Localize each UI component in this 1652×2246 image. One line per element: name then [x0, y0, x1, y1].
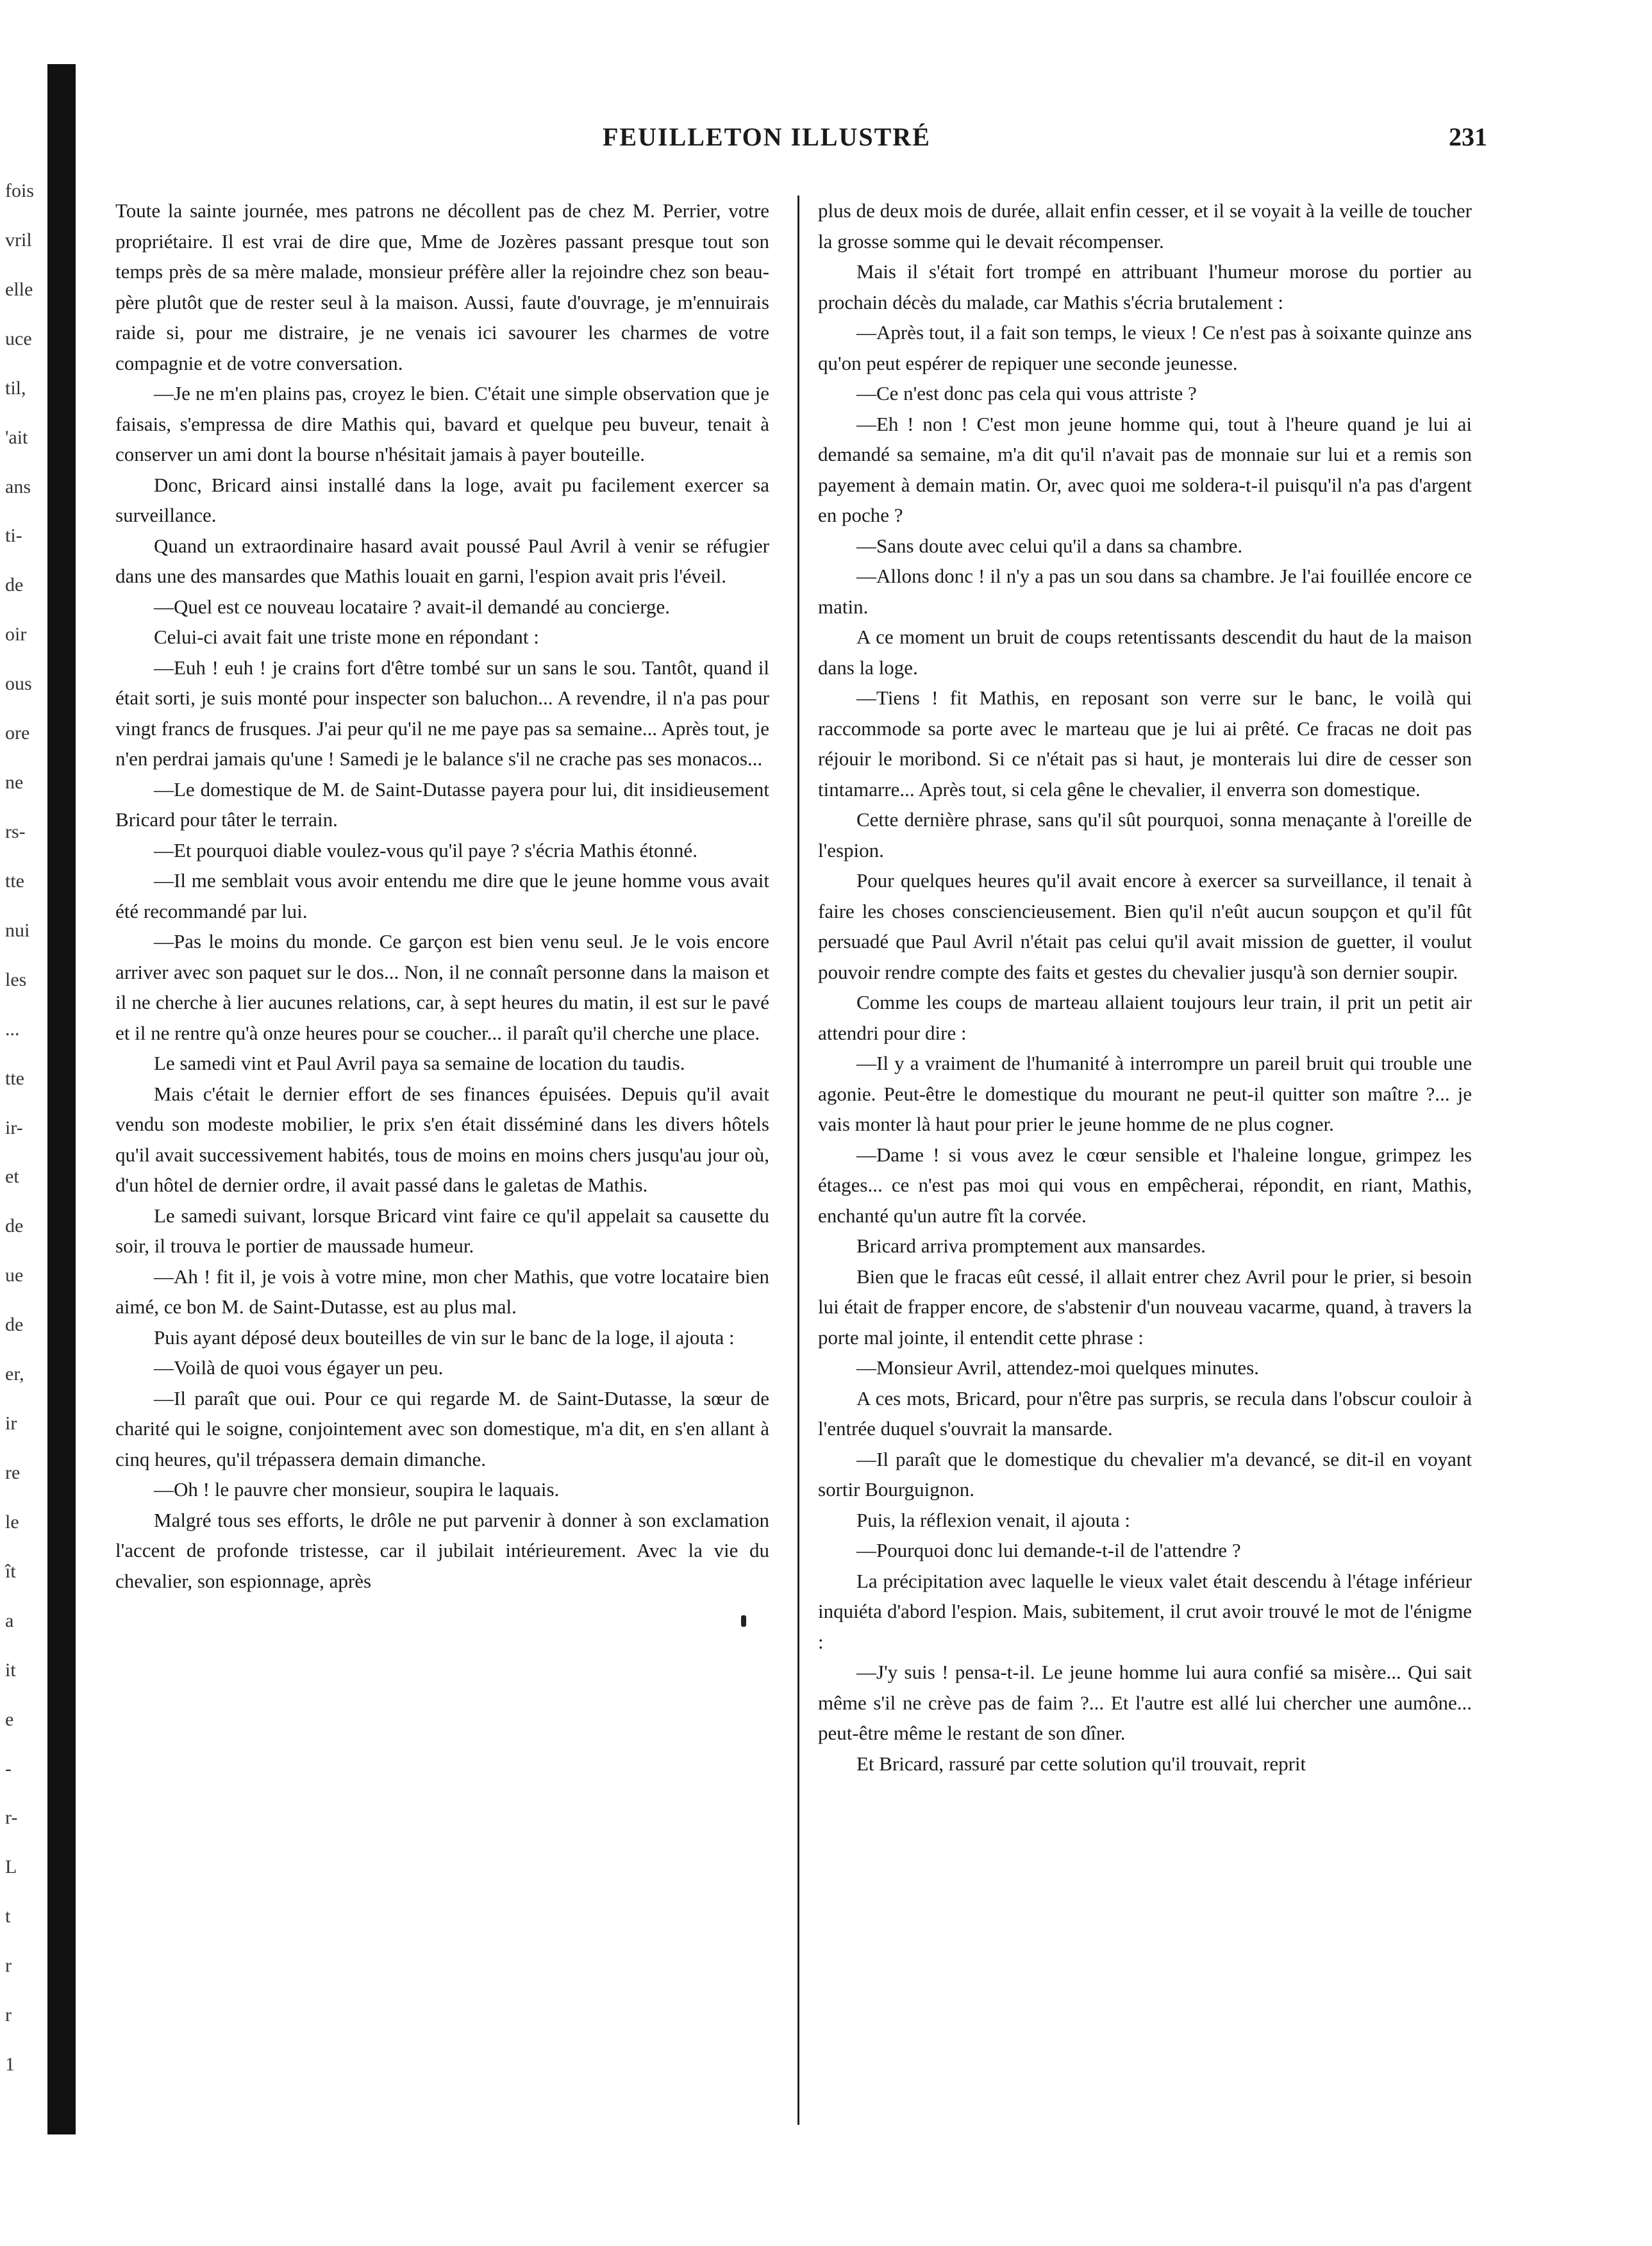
margin-fragment: ans — [5, 476, 31, 497]
paragraph: —Le domestique de M. de Saint-Dutasse payera pour lui, dit insidieusement Bricard pour tâter le terrain. — [115, 778, 769, 831]
margin-fragment: r — [5, 1955, 12, 1976]
paragraph: —Sans doute avec celui qu'il a dans sa chambre. — [856, 534, 1243, 557]
paragraph: —Quel est ce nouveau locataire ? avait-il demandé au concierge. — [154, 595, 671, 618]
paragraph: Donc, Bricard ainsi installé dans la loge, avait pu facilement exercer sa surveillance. — [115, 473, 769, 526]
right-column — [818, 195, 1472, 2125]
paragraph: A ces mots, Bricard, pour n'être pas surpris, se recula dans l'obscur couloir à l'entrée duquel s'ouvrait la mansarde. — [818, 1386, 1472, 1440]
margin-fragment: ... — [5, 1019, 20, 1040]
paragraph: —Monsieur Avril, attendez-moi quelques minutes. — [856, 1356, 1259, 1379]
paragraph: Bien que le fracas eût cessé, il allait entrer chez Avril pour le prier, si besoin lui était de frapper encore, de s'abstenir d'un nouveau vacarme, quand, à travers la porte mal jointe, il entendit cette phrase : — [818, 1265, 1472, 1349]
margin-fragment: ore — [5, 722, 30, 744]
margin-fragment: re — [5, 1462, 21, 1483]
margin-fragment: t — [5, 1906, 11, 1927]
margin-fragment: rs- — [5, 821, 26, 842]
paragraph: —Il paraît que le domestique du chevalier m'a devancé, se dit-il en voyant sortir Bourguignon. — [818, 1447, 1472, 1501]
paragraph: —Pourquoi donc lui demande-t-il de l'attendre ? — [856, 1539, 1241, 1561]
paragraph: —Je ne m'en plains pas, croyez le bien. C'était une simple observation que je faisais, s'empressa de dire Mathis qui, bavard et quelque peu buveur, tenait à conserver un ami dont la bourse n'hésitait jamais à payer bouteille. — [115, 382, 769, 465]
paragraph: Le samedi suivant, lorsque Bricard vint faire ce qu'il appelait sa causette du soir, il trouva le portier de maussade humeur. — [115, 1204, 769, 1257]
paragraph: —Voilà de quoi vous égayer un peu. — [154, 1356, 444, 1379]
margin-fragment: nui — [5, 920, 30, 941]
margin-fragment: tte — [5, 870, 24, 892]
margin-fragment: et — [5, 1166, 19, 1187]
paragraph: —Et pourquoi diable voulez-vous qu'il paye ? s'écria Mathis étonné. — [154, 838, 697, 861]
margin-fragment: tte — [5, 1068, 24, 1089]
left-column — [115, 195, 769, 2125]
paragraph: —Allons donc ! il n'y a pas un sou dans sa chambre. Je l'ai fouillée encore ce matin. — [818, 565, 1472, 618]
ink-mark — [741, 1615, 746, 1627]
paragraph: Le samedi vint et Paul Avril paya sa semaine de location du taudis. — [154, 1052, 685, 1074]
margin-fragment: ir — [5, 1413, 17, 1434]
margin-fragment: r — [5, 2004, 12, 2026]
paragraph: Bricard arriva promptement aux mansardes. — [856, 1235, 1206, 1257]
paragraph: Comme les coups de marteau allaient toujours leur train, il prit un petit air attendri pour dire : — [818, 991, 1472, 1044]
margin-fragment: fois — [5, 180, 34, 201]
page-number: 231 — [1449, 122, 1487, 151]
margin-fragment: oir — [5, 624, 27, 645]
binding-edge — [47, 64, 76, 2134]
margin-fragment: de — [5, 574, 24, 595]
paragraph: Toute la sainte journée, mes patrons ne décollent pas de chez M. Perrier, votre propriétaire. Il est vrai de dire que, Mme de Jozères passant presque tout son temps près de sa mère malade, monsieur préfère aller la rejoindre chez son beau-père plutôt que de rester seul à la maison. Aussi, faute d'ouvrage, je m'ennuirais raide si, pour me distraire, je ne venais ici savourer les charmes de votre compagnie et de votre conversation. — [115, 199, 769, 374]
margin-fragment: er, — [5, 1363, 24, 1385]
margin-fragment: ir- — [5, 1117, 23, 1138]
paragraph: —Il paraît que oui. Pour ce qui regarde M. de Saint-Dutasse, la sœur de charité qui le soigne, conjointement avec son domestique, m'a dit, en s'en allant à cinq heures, qu'il trépassera demain dimanche. — [115, 1386, 769, 1470]
paragraph: —Après tout, il a fait son temps, le vieux ! Ce n'est pas à soixante quinze ans qu'on peut espérer de repiquer une seconde jeunesse. — [818, 321, 1472, 374]
running-title: FEUILLETON ILLUSTRÉ — [603, 122, 931, 151]
paragraph: —Pas le moins du monde. Ce garçon est bien venu seul. Je le vois encore arriver avec son paquet sur le dos... Non, il ne connaît personne dans la maison et il ne cherche à lier aucunes relations, car, à sept heures du matin, il est sur le pavé et il ne rentre qu'à onze heures pour se coucher... il paraît qu'il cherche une place. — [115, 930, 769, 1044]
margin-fragment: ous — [5, 673, 32, 694]
margin-fragment: vril — [5, 229, 32, 251]
page-header — [115, 122, 1487, 160]
paragraph: —Eh ! non ! C'est mon jeune homme qui, tout à l'heure quand je lui ai demandé sa semaine, m'a dit qu'il n'avait pas de monnaie sur lui et a remis son payement à demain matin. Or, avec quoi me soldera-t-il puisqu'il n'a pas d'argent en poche ? — [818, 412, 1472, 526]
paragraph: —Dame ! si vous avez le cœur sensible et l'haleine longue, grimpez les étages... ce n'est pas moi qui vous en empêcherai, répondit, en riant, Mathis, enchanté qu'un autre fît la corvée. — [818, 1143, 1472, 1227]
paragraph: Celui-ci avait fait une triste mone en répondant : — [154, 626, 539, 648]
margin-fragment: ue — [5, 1265, 24, 1286]
margin-fragment: it — [5, 1660, 16, 1681]
margin-fragment: 'ait — [5, 427, 28, 448]
margin-fragment: a — [5, 1610, 14, 1631]
paragraph: Malgré tous ses efforts, le drôle ne put parvenir à donner à son exclamation l'accent de profonde tristesse, car il jubilait intérieurement. Avec la vie du chevalier, son espionnage, après — [115, 1508, 769, 1592]
paragraph: —Euh ! euh ! je crains fort d'être tombé sur un sans le sou. Tantôt, quand il était sorti, je suis monté pour inspecter son baluchon... A revendre, il n'a pas pour vingt francs de frusques. J'ai peur qu'il ne me paye pas sa semaine... Après tout, je n'en perdrai jamais qu'une ! Samedi je le balance s'il ne crache pas ses monacos... — [115, 656, 769, 770]
paragraph: —Il me semblait vous avoir entendu me dire que le jeune homme vous avait été recommandé par lui. — [115, 869, 769, 922]
margin-fragment: L — [5, 1856, 17, 1877]
margin-fragment: r- — [5, 1807, 18, 1828]
margin-fragment: ît — [5, 1561, 16, 1582]
paragraph: —Oh ! le pauvre cher monsieur, soupira le laquais. — [154, 1478, 560, 1501]
paragraph: Puis, la réflexion venait, il ajouta : — [856, 1508, 1131, 1531]
paragraph: Quand un extraordinaire hasard avait poussé Paul Avril à venir se réfugier dans une des mansardes que Mathis louait en garni, l'espion avait pris l'éveil. — [115, 534, 769, 587]
paragraph: —Il y a vraiment de l'humanité à interrompre un pareil bruit qui trouble une agonie. Peut-être le domestique du mourant ne peut-il quitter son maître ?... je vais monter là haut pour prier le jeune homme de ne plus cogner. — [818, 1052, 1472, 1135]
margin-fragment: elle — [5, 279, 33, 300]
paragraph: Cette dernière phrase, sans qu'il sût pourquoi, sonna menaçante à l'oreille de l'espion. — [818, 808, 1472, 861]
margin-fragment: le — [5, 1511, 19, 1533]
margin-fragment: de — [5, 1314, 24, 1335]
margin-fragment: de — [5, 1215, 24, 1236]
paragraph: La précipitation avec laquelle le vieux valet était descendu à l'étage inférieur inquiéta d'abord l'espion. Mais, subitement, il crut avoir trouvé le mot de l'énigme : — [818, 1569, 1472, 1653]
margin-fragment: e — [5, 1709, 14, 1730]
margin-fragments — [0, 179, 45, 2102]
paragraph: Mais c'était le dernier effort de ses finances épuisées. Depuis qu'il avait vendu son modeste mobilier, le prix s'en était disséminé dans les divers hôtels qu'il avait successivement habités, tous de moins en moins chers jusqu'au jour où, d'un hôtel de dernier ordre, il avait passé dans le galetas de Mathis. — [115, 1082, 769, 1196]
paragraph: plus de deux mois de durée, allait enfin cesser, et il se voyait à la veille de toucher la grosse somme qui le devait récompenser. — [818, 199, 1472, 253]
margin-fragment: les — [5, 969, 27, 990]
margin-fragment: uce — [5, 328, 32, 349]
paragraph: A ce moment un bruit de coups retentissants descendit du haut de la maison dans la loge. — [818, 626, 1472, 679]
margin-fragment: 1 — [5, 2054, 15, 2075]
paragraph: Pour quelques heures qu'il avait encore à exercer sa surveillance, il tenait à faire les choses consciencieusement. Bien qu'il n'eût aucun soupçon et qu'il fût persuadé que Paul Avril n'était pas celui qu'il avait mission de guetter, il voulut pouvoir rendre compte des faits et gestes du chevalier jusqu'à son dernier soupir. — [818, 869, 1472, 983]
paragraph: Et Bricard, rassuré par cette solution qu'il trouvait, reprit — [856, 1752, 1306, 1775]
paragraph: —Ah ! fit il, je vois à votre mine, mon cher Mathis, que votre locataire bien aimé, ce bon M. de Saint-Dutasse, est au plus mal. — [115, 1265, 769, 1318]
paragraph: Puis ayant déposé deux bouteilles de vin sur le banc de la loge, il ajouta : — [154, 1326, 735, 1349]
margin-fragment: - — [5, 1758, 12, 1779]
paragraph: Mais il s'était fort trompé en attribuant l'humeur morose du portier au prochain décès du malade, car Mathis s'écria brutalement : — [818, 260, 1472, 313]
paragraph: —Ce n'est donc pas cela qui vous attriste ? — [856, 382, 1197, 404]
column-divider — [797, 195, 799, 2125]
paragraph: —J'y suis ! pensa-t-il. Le jeune homme lui aura confié sa misère... Qui sait même s'il ne crève pas de faim ?... Et l'autre est allé lui chercher une aumône... peut-être même le restant de son dîner. — [818, 1661, 1472, 1744]
margin-fragment: ti- — [5, 525, 22, 546]
paragraph: —Tiens ! fit Mathis, en reposant son verre sur le banc, le voilà qui raccommode sa porte avec le marteau que je lui ai prêté. Ce fracas ne doit pas réjouir le moribond. Si ce n'était pas si haut, je monterais lui dire de cesser son tintamarre... Après tout, si cela gêne le chevalier, il enverra son domestique. — [818, 686, 1472, 801]
margin-fragment: til, — [5, 378, 26, 399]
margin-fragment: ne — [5, 772, 24, 793]
